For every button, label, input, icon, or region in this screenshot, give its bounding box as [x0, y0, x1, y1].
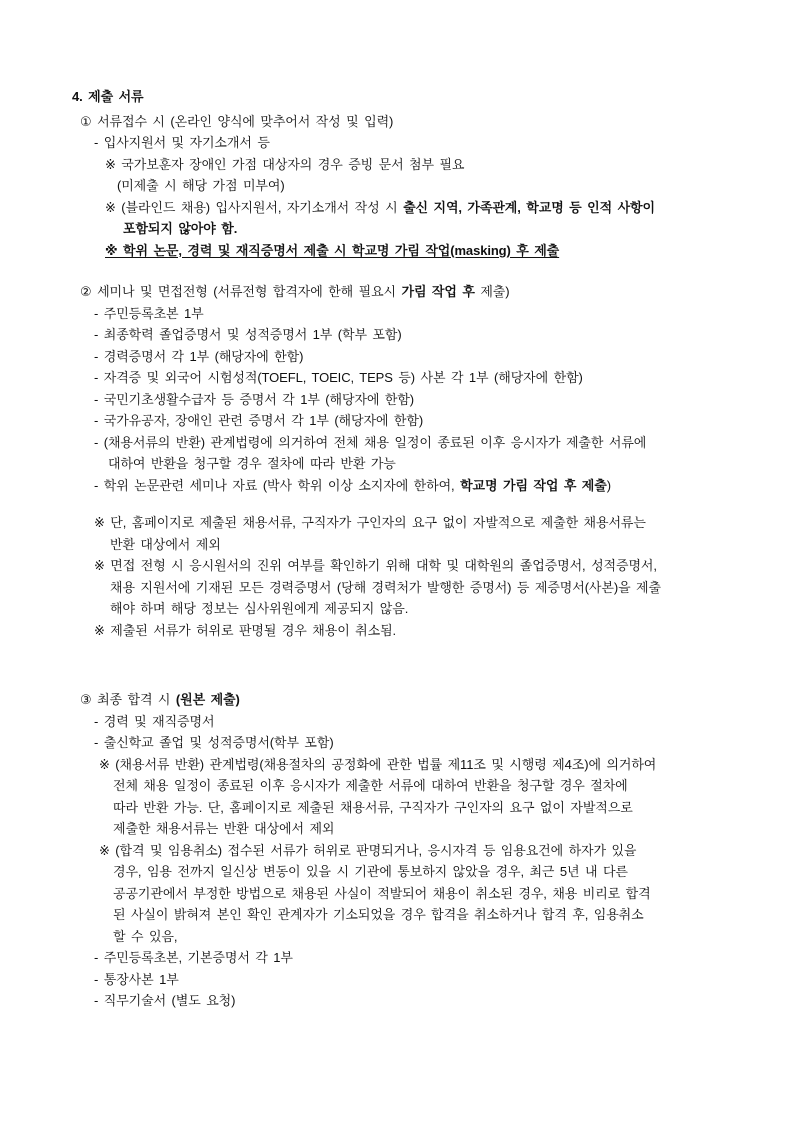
text-line — [113, 818, 733, 840]
text-run: ※ (채용서류 반환) 관계법령(채용절차의 공정화에 관한 법률 제11조 및 시행령 제4조)에 의거하여 — [99, 756, 657, 772]
text-run: 경우, 임용 전까지 일신상 변동이 있을 시 기관에 통보하지 않았을 경우, 최근 5년 내 다른 — [113, 864, 628, 879]
text-line — [94, 389, 733, 411]
text-run: - 학위 논문관련 세미나 자료 (박사 학위 이상 소지자에 한하여, — [94, 477, 461, 493]
text-run: ② 세미나 및 면접전형 (서류전형 합격자에 한해 필요시 — [80, 284, 402, 299]
text-line — [80, 111, 733, 133]
text-run: - 주민등록초본, 기본증명서 각 1부 — [94, 950, 293, 965]
text-line — [113, 926, 733, 948]
section-1 — [72, 111, 733, 262]
text-run: 제출) — [474, 284, 510, 299]
text-line — [94, 620, 733, 642]
text-run: - 주민등록초본 1부 — [94, 305, 204, 321]
text-run: ) — [606, 477, 611, 493]
text-run: 채용 지원서에 기재된 모든 경력증명서 (당해 경력처가 발행한 증명서) 등 제증명서(사본)을 제출 — [110, 579, 661, 595]
text-line — [94, 346, 733, 368]
text-line — [94, 555, 733, 577]
text-line — [94, 711, 733, 733]
text-run: 학교명 가림 작업 후 제출 — [460, 477, 607, 493]
text-run: ※ 학위 논문, 경력 및 재직증명서 제출 시 학교명 가림 작업(masking) 후 제출 — [105, 242, 560, 258]
text-run: 포함되지 않아야 함. — [123, 221, 238, 236]
text-run: ※ 국가보훈자 장애인 가점 대상자의 경우 증빙 문서 첨부 필요 — [105, 156, 465, 172]
text-run: - 출신학교 졸업 및 성적증명서(학부 포함) — [94, 735, 334, 750]
text-line — [113, 775, 733, 797]
page-title: 4. 제출 서류 — [72, 89, 144, 104]
text-line — [113, 797, 733, 819]
text-run: (미제출 시 해당 가점 미부여) — [117, 178, 285, 193]
text-line — [94, 303, 733, 325]
text-run: 대하여 반환을 청구할 경우 절차에 따라 반환 가능 — [108, 456, 396, 471]
text-line — [80, 689, 733, 711]
text-run: - 직무기술서 (별도 요청) — [94, 993, 236, 1008]
text-run: - 최종학력 졸업증명서 및 성적증명서 1부 (학부 포함) — [94, 327, 402, 342]
text-run: - 경력 및 재직증명서 — [94, 713, 215, 729]
text-line — [113, 883, 733, 905]
text-run: - 입사지원서 및 자기소개서 등 — [94, 135, 270, 150]
text-run: 가림 작업 후 — [401, 284, 475, 299]
text-run: 할 수 있음, — [113, 928, 178, 944]
text-line — [94, 475, 733, 497]
text-line — [113, 861, 733, 883]
document-body — [72, 111, 733, 1012]
text-run: ※ (블라인드 채용) 입사지원서, 자기소개서 작성 시 — [105, 199, 404, 215]
text-line — [105, 197, 733, 219]
text-line — [94, 732, 733, 754]
text-line — [110, 577, 733, 599]
text-run: 해야 하며 해당 정보는 심사위원에게 제공되지 않음. — [110, 601, 409, 616]
text-line — [94, 324, 733, 346]
text-line — [94, 132, 733, 154]
text-line — [108, 453, 733, 475]
text-line — [94, 410, 733, 432]
text-line — [94, 367, 733, 389]
text-line — [94, 969, 733, 991]
text-line — [117, 175, 733, 197]
text-line — [94, 512, 733, 534]
text-line — [99, 840, 733, 862]
text-line — [110, 598, 733, 620]
text-run: - 국민기초생활수급자 등 증명서 각 1부 (해당자에 한함) — [94, 391, 415, 407]
text-line — [99, 754, 733, 776]
text-run: - 자격증 및 외국어 시험성적(TOEFL, TOEIC, TEPS 등) 사본 각 1부 (해당자에 한함) — [94, 370, 583, 385]
section-2-notes — [72, 512, 733, 641]
text-line — [123, 218, 733, 240]
text-line — [80, 281, 733, 303]
section-2 — [72, 281, 733, 496]
text-run: 따라 반환 가능. 단, 홈페이지로 제출된 채용서류, 구직자가 구인자의 요구 없이 자발적으로 — [113, 799, 633, 815]
text-run: 제출한 채용서류는 반환 대상에서 제외 — [113, 821, 335, 836]
text-run: 반환 대상에서 제외 — [110, 536, 221, 552]
text-run: - 경력증명서 각 1부 (해당자에 한함) — [94, 348, 304, 364]
section-3 — [72, 689, 733, 1012]
text-run: ※ 단, 홈페이지로 제출된 채용서류, 구직자가 구인자의 요구 없이 자발적으로 제출한 채용서류는 — [94, 515, 646, 530]
text-line — [110, 534, 733, 556]
text-run: ① 서류접수 시 (온라인 양식에 맞추어서 작성 및 입력) — [80, 113, 394, 129]
text-line — [105, 240, 733, 262]
text-line — [105, 154, 733, 176]
text-line — [113, 904, 733, 926]
text-run: ※ (합격 및 임용취소) 접수된 서류가 허위로 판명되거나, 응시자격 등 임용요건에 하자가 있을 — [99, 842, 637, 858]
text-run: - 통장사본 1부 — [94, 971, 179, 987]
text-run: 전체 채용 일정이 종료된 이후 응시자가 제출한 서류에 대하여 반환을 청구할 경우 절차에 — [113, 778, 628, 793]
text-run: ③ 최종 합격 시 — [80, 692, 176, 707]
text-run: - 국가유공자, 장애인 관련 증명서 각 1부 (해당자에 한함) — [94, 413, 424, 428]
text-run: 출신 지역, 가족관계, 학교명 등 인적 사항이 — [403, 199, 655, 215]
text-run: - (채용서류의 반환) 관계법령에 의거하여 전체 채용 일정이 종료된 이후 응시자가 제출한 서류에 — [94, 434, 647, 450]
text-line — [94, 432, 733, 454]
text-run: ※ 제출된 서류가 허위로 판명될 경우 채용이 취소됨. — [94, 622, 397, 638]
text-line — [94, 947, 733, 969]
text-run: (원본 제출) — [175, 692, 240, 707]
text-run: 된 사실이 밝혀져 본인 확인 관계자가 기소되었을 경우 합격을 취소하거나 합격 후, 임용취소 — [113, 907, 644, 922]
text-line — [94, 990, 733, 1012]
text-run: 공공기관에서 부정한 방법으로 채용된 사실이 적발되어 채용이 취소된 경우, 채용 비리로 합격 — [113, 885, 651, 901]
text-run: ※ 면접 전형 시 응시원서의 진위 여부를 확인하기 위해 대학 및 대학원의 졸업증명서, 성적증명서, — [94, 558, 657, 573]
